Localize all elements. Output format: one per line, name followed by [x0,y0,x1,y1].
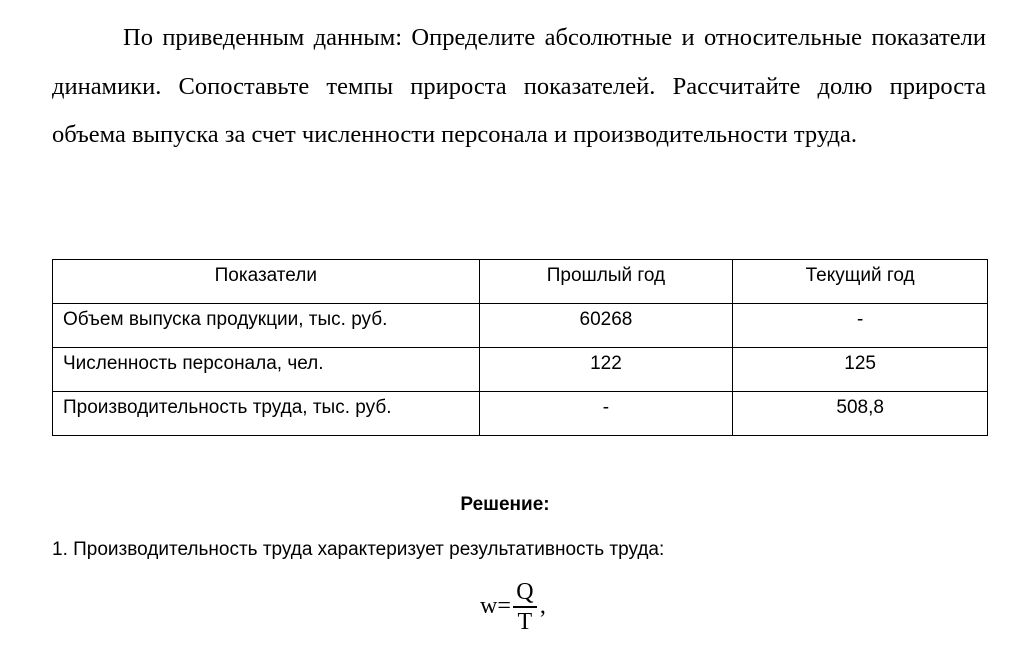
cell-indicator: Производительность труда, тыс. руб. [53,392,480,436]
solution-title: Решение: [460,494,550,515]
header-last-year: Прошлый год [479,260,733,304]
formula-numerator: Q [516,579,534,605]
cell-current-year: - [733,304,988,348]
table-row [53,392,988,436]
formula-denominator: T [517,608,533,635]
table-row [53,304,988,348]
cell-current-year: 125 [733,348,988,392]
cell-indicator: Численность персонала, чел. [53,348,480,392]
table-row [53,348,988,392]
data-table [52,259,988,436]
cell-indicator: Объем выпуска продукции, тыс. руб. [53,304,480,348]
solution-step-1: 1. Производительность труда характеризует результативность труда: [52,539,665,560]
cell-last-year: - [479,392,733,436]
table-header-row [53,260,988,304]
header-current-year: Текущий год [733,260,988,304]
formula-fraction [513,578,537,636]
header-indicators: Показатели [53,260,480,304]
formula-trailing: , [539,593,546,620]
cell-current-year: 508,8 [733,392,988,436]
task-text: По приведенным данным: Определите абсолютные и относительные показатели динамики. Сопоставьте темпы прироста показателей. Рассчитайте долю прироста объема выпуска за счет численности персонала и производительности труда. [52,24,986,148]
cell-last-year: 122 [479,348,733,392]
formula-lhs: w= [480,593,511,620]
productivity-formula [480,578,546,636]
cell-last-year: 60268 [479,304,733,348]
